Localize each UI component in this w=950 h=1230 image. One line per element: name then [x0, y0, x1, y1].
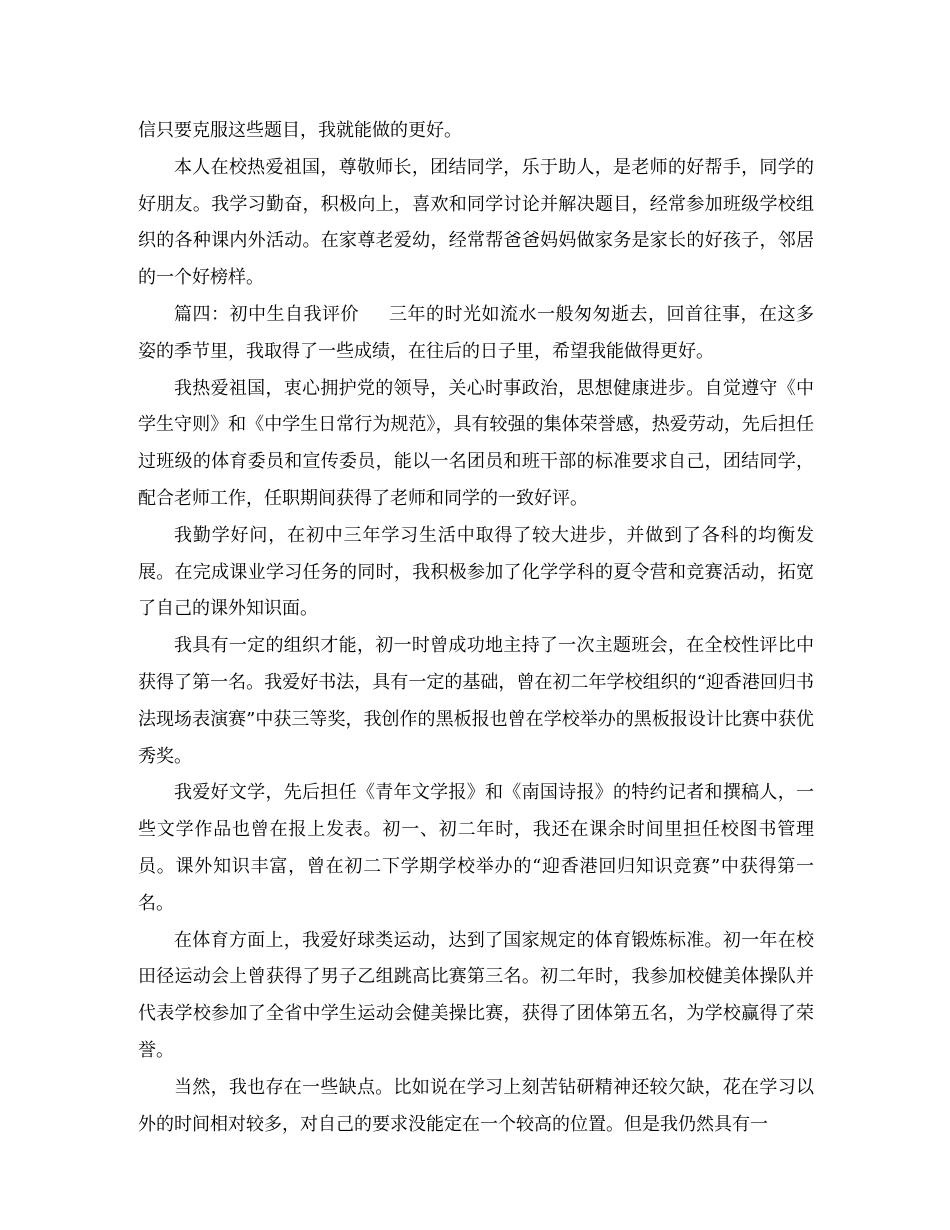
section-heading: 篇四：初中生自我评价: [174, 303, 359, 325]
paragraph-text: 我具有一定的组织才能，初一时曾成功地主持了一次主题班会，在全校性评比中获得了第一名。我爱好书法，具有一定的基础，曾在初二年学校组织的“迎香港回归书法现场表演赛”中获三等奖，我创作的黑板报也曾在学校举办的黑板报设计比赛中获优秀奖。: [138, 635, 814, 767]
paragraph-8: [138, 923, 814, 1070]
paragraph-6: [138, 628, 814, 775]
paragraph-2: [138, 150, 814, 297]
document-body: [138, 113, 814, 1143]
paragraph-text: 本人在校热爱祖国，尊敬师长，团结同学，乐于助人，是老师的好帮手，同学的好朋友。我学习勤奋，积极向上，喜欢和同学讨论并解决题目，经常参加班级学校组织的各种课内外活动。在家尊老爱幼，经常帮爸爸妈妈做家务是家长的好孩子，邻居的一个好榜样。: [138, 156, 814, 289]
paragraph-text: 我爱好文学，先后担任《青年文学报》和《南国诗报》的特约记者和撰稿人，一些文学作品也曾在报上发表。初一、初二年时，我还在课余时间里担任校图书管理员。课外知识丰富，曾在初二下学期学校举办的“迎香港回归知识竞赛”中获得第一名。: [138, 782, 814, 914]
paragraph-4: [138, 371, 814, 518]
paragraph-1: [138, 113, 814, 150]
paragraph-7: [138, 775, 814, 922]
paragraph-text: 我勤学好问，在初中三年学习生活中取得了较大进步，并做到了各科的均衡发展。在完成课业学习任务的同时，我积极参加了化学学科的夏令营和竞赛活动，拓宽了自己的课外知识面。: [138, 524, 814, 620]
paragraph-text: 在体育方面上，我爱好球类运动，达到了国家规定的体育锻炼标准。初一年在校田径运动会上曾获得了男子乙组跳高比赛第三名。初二年时，我参加校健美体操队并代表学校参加了全省中学生运动会健美操比赛，获得了团体第五名，为学校赢得了荣誉。: [138, 929, 814, 1061]
paragraph-5: [138, 518, 814, 628]
paragraph-3: [138, 297, 814, 371]
paragraph-text: 信只要克服这些题目，我就能做的更好。: [138, 120, 462, 141]
paragraph-text: 三年的时光如流水一般匆匆逝去，回首往事，在这多姿的季节里，我取得了一些成绩，在往后的日子里，希望我能做得更好。: [138, 303, 814, 362]
paragraph-9: [138, 1070, 814, 1144]
paragraph-text: 我热爱祖国，衷心拥护党的领导，关心时事政治，思想健康进步。自觉遵守《中学生守则》和《中学生日常行为规范》，具有较强的集体荣誉感，热爱劳动，先后担任过班级的体育委员和宣传委员，能以一名团员和班干部的标准要求自己，团结同学，配合老师工作，任职期间获得了老师和同学的一致好评。: [138, 377, 814, 509]
paragraph-text: 当然，我也存在一些缺点。比如说在学习上刻苦钻研精神还较欠缺，花在学习以外的时间相对较多，对自己的要求没能定在一个较高的位置。但是我仍然具有一: [138, 1076, 814, 1135]
